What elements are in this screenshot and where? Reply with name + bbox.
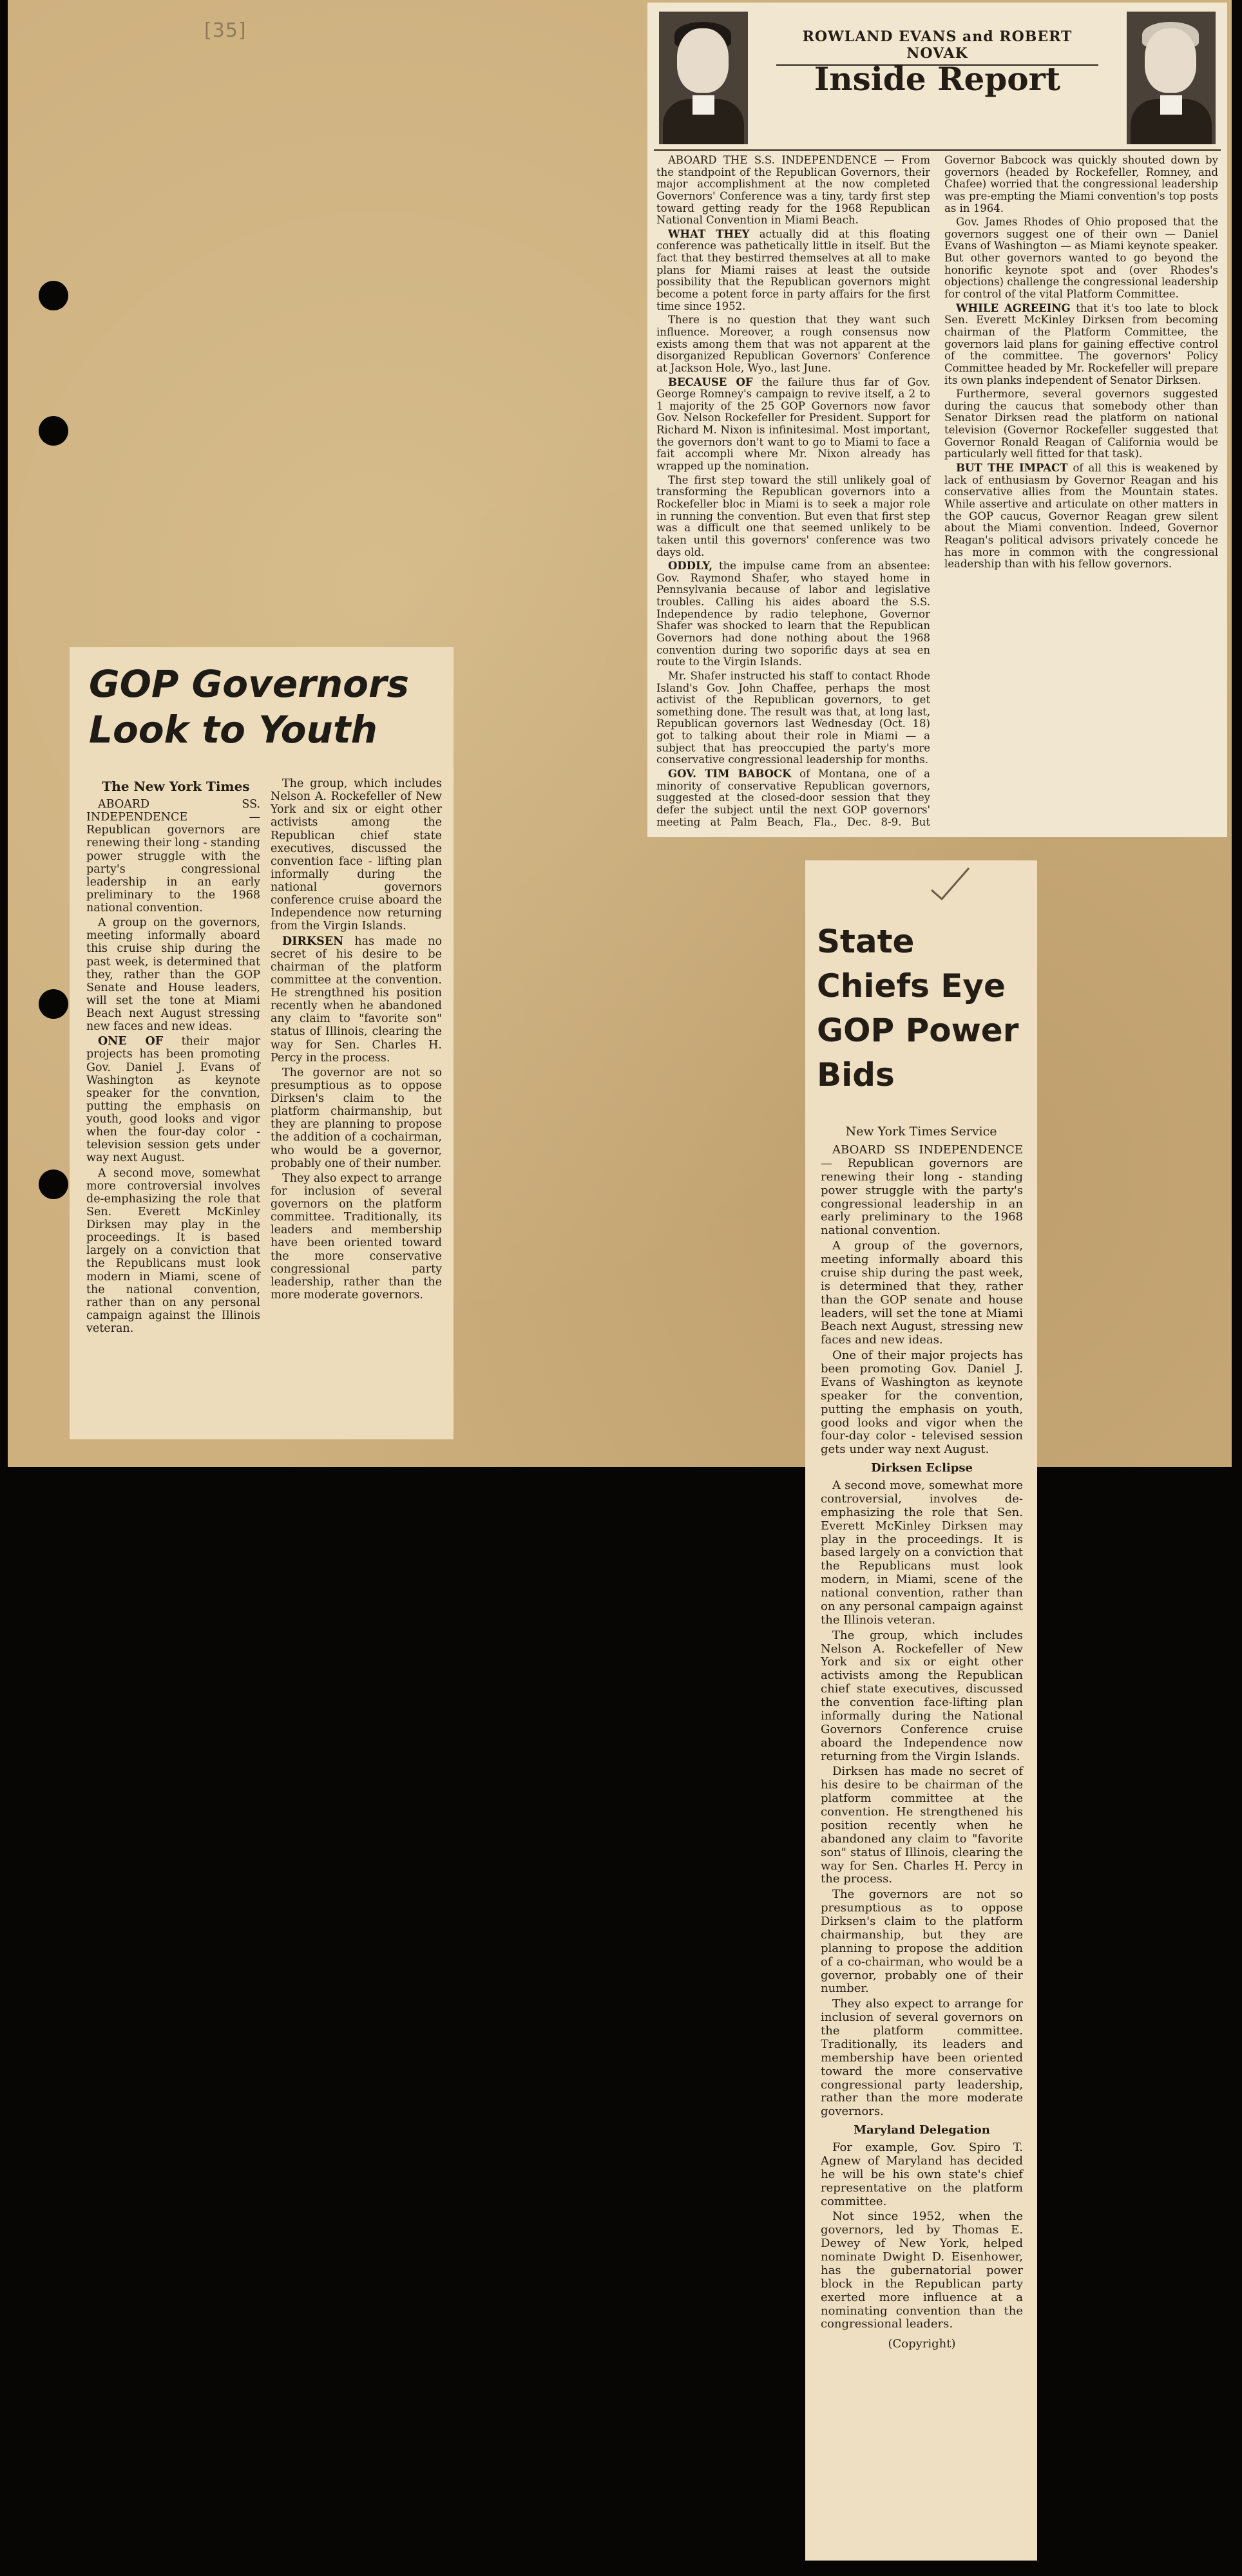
- lead-in: WHAT THEY: [668, 227, 750, 240]
- paragraph: [656, 377, 930, 473]
- columnist-photo-novak: [1127, 12, 1216, 144]
- lead-in: ONE OF: [98, 1035, 164, 1048]
- paragraph-text: ABOARD SS. INDEPENDENCE — Republican governors are renewing their long - standing power struggle with the party's congressional leadership in an early preliminary to the 1968 national convention.: [86, 798, 260, 914]
- paragraph-text: The group, which includes Nelson A. Rockefeller of New York and six or eight other activists among the Republican chief state executives, discussed the convention face - lifting plan informally during the national governors conference cruise aboard the Independence now returning from the Virgin Islands.: [271, 777, 442, 933]
- wire-source: The New York Times: [102, 779, 250, 794]
- paragraph: [271, 777, 442, 933]
- paragraph: [271, 935, 442, 1065]
- headline: State Chiefs Eye GOP Power Bids: [817, 923, 1019, 1094]
- paragraph-text: actually did at this floating conference was pathetically little in itself. But the fact that they bestirred themselves at all to make plans for Miami raises at least the outside possibility that the Republican governors might become a potent force in party affairs for the first time since 1952.: [656, 227, 931, 312]
- paragraph-text: The governor are not so presumptious as to oppose Dirksen's claim to the platform chairmanship, but they are planning to propose the addition of a cochairman, who would be a governor, probably one of their number.: [271, 1066, 442, 1170]
- paragraph-text: has made no secret of his desire to be chairman of the platform committee at the convention. He strengthned his position recently when he abandoned any claim to "favorite son" status of Illinois, clearing the way for Sen. Charles H. Percy in the process.: [271, 934, 442, 1065]
- paragraph: [656, 155, 930, 227]
- paragraph-text: A group on the governors, meeting informally aboard this cruise ship during the past week, is determined that they, rather than the GOP Senate and House leaders, will set the tone at Miami Beach next August stressing new faces and new ideas.: [86, 916, 260, 1034]
- paragraph: Dirksen has made no secret of his desire to be chairman of the platform committee at the convention. He strengthened his position recently when he abandoned any claim to "favorite son" status of Illinois, clearing the way for Sen. Charles H. Percy in the process.: [821, 1765, 1023, 1886]
- paragraph: [271, 1066, 442, 1170]
- paragraph-text: There is no question that they want such influence. Moreover, a rough consensus now exists among them that was not apparent at the disorganized Republican Governors' Conference at Jackson Hole, Wyo., last June.: [656, 314, 930, 374]
- paragraph: [86, 916, 260, 1033]
- paragraph: A group of the governors, meeting informally aboard this cruise ship during the past week, is determined that they, rather than the GOP senate and house leaders, will set the tone at Miami Beach next August, stressing new faces and new ideas.: [821, 1239, 1023, 1347]
- column-byline: ROWLAND EVANS and ROBERT NOVAK: [776, 28, 1098, 66]
- paragraph-text: of Montana, one of a minority of conservative Republican governors, suggested at the closed-door session that they defer the subject until the next GOP governors' meeting at Palm Beach, Fla., Dec. 8-9. But Governor Babcock was quickly shouted down by governors (headed by Rockefeller, Romney, and Chafee) worried that the congressional leadership was pre-empting the Miami convention's top posts as in 1964.: [656, 154, 1218, 828]
- lead-in: GOV. TIM BABOCK: [668, 768, 792, 781]
- column-body: [656, 155, 1218, 831]
- binder-hole: [39, 416, 68, 446]
- paragraph: One of their major projects has been promoting Gov. Daniel J. Evans of Washington as keynote speaker for the convention, putting the emphasis on youth, good looks and vigor when the four-day color - televised session gets under way next August.: [821, 1349, 1023, 1457]
- paragraph: A second move, somewhat more controversial, involves de-emphasizing the role that Sen. Everett McKinley Dirksen may play in the proceedings. It is based largely on a conviction that the Republicans must look modern, in Miami, scene of the national convention, rather than on any personal campaign against the Illinois veteran.: [821, 1479, 1023, 1627]
- paragraph: [656, 670, 930, 766]
- paragraph: [86, 1167, 260, 1336]
- headline: GOP Governors Look to Youth: [89, 662, 410, 752]
- paragraph: [656, 314, 930, 374]
- lead-in: BUT THE IMPACT: [956, 462, 1068, 475]
- paragraph-text: Furthermore, several governors suggested during the caucus that somebody other than Senator Dirksen read the platform on national television (Governor Rockefeller suggested that Governor Ronald Reagan of California would be particularly well fitted for that task).: [944, 388, 1218, 460]
- lead-in: ODDLY,: [668, 560, 712, 573]
- gop-governors-clipping: [70, 647, 454, 1439]
- lead-in: WHILE AGREEING: [956, 301, 1071, 314]
- paragraph-text: their major projects has been promoting Gov. Daniel J. Evans of Washington as keynote speaker for the convntion, putting the emphasis on youth, good looks and vigor when the four-day color - television session gets under way next August.: [86, 1035, 260, 1165]
- paragraph-text: Mr. Shafer instructed his staff to contact Rhode Island's Gov. John Chaffee, perhaps the most activist of the Republican governors, to get something done. The result was that, at long last, Republican governors last Wednesday (Oct. 18) got to talking about their role in Miami — a subject that has preoccupied the party's more conservative congressional leadership for months.: [656, 669, 930, 766]
- paragraph: The group, which includes Nelson A. Rockefeller of New York and six or eight other activists among the Republican chief state executives, discussed the convention face-lifting plan informally during the National Governors Conference cruise aboard the Independence now returning from the Virgin Islands.: [821, 1628, 1023, 1763]
- subhead-dirksen: Dirksen Eclipse: [871, 1461, 973, 1475]
- inside-report-clipping: [647, 3, 1227, 837]
- paragraph: Not since 1952, when the governors, led by Thomas E. Dewey of New York, helped nominate Dwight D. Eisenhower, has the gubernatorial power block in the Republican party exerted more influence at a nominating convention than the congressional leaders.: [821, 2210, 1023, 2331]
- paragraph: [944, 303, 1218, 386]
- paragraph: [944, 462, 1218, 571]
- paragraph: They also expect to arrange for inclusion of several governors on the platform committee. Traditionally, its leaders and membership have been oriented toward the more conservative congressional party leadership, rather than the more moderate governors.: [821, 1997, 1023, 2119]
- paragraph-text: the failure thus far of Gov. George Romney's campaign to revive itself, a 2 to 1 majority of the 25 GOP Governors now favor Gov. Nelson Rockefeller for President. Support for Richard M. Nixon is infinitesimal. Most important, the governors don't want to go to Miami to face a fait accompli where Mr. Nixon already has wrapped up the nomination.: [656, 375, 930, 473]
- paragraph: [944, 216, 1218, 300]
- paragraph: The governors are not so presumptious as to oppose Dirksen's claim to the platform chairmanship, but they are planning to propose the addition of a co-chairman, who would be a governor, probably one of their number.: [821, 1888, 1023, 1996]
- article-column-2: [271, 777, 442, 1303]
- paragraph-text: of all this is weakened by lack of enthusiasm by Governor Reagan and his conservative allies from the Mountain states. While assertive and articulate on other matters in the GOP caucus, Governor Reagan grew silent about the Miami convention. Indeed, Governor Reagan's political advisors privately concede he has more in common with the congressional leadership than with his fellow governors.: [944, 462, 1219, 571]
- paragraph-text: Gov. James Rhodes of Ohio proposed that the governors suggest one of their own — Daniel Evans of Washington — as Miami keynote speaker. But other governors wanted to go beyond the honorific keynote spot and (over Rhodes's objections) challenge the congressional leadership for control of the vital Platform Committee.: [944, 216, 1218, 301]
- paragraph-text: ABOARD THE S.S. INDEPENDENCE — From the standpoint of the Republican Governors, their major accomplishment at the now completed Governors' Conference was a tiny, tardy first step toward getting ready for the 1968 Republican National Convention in Miami Beach.: [656, 154, 930, 227]
- paragraph-text: the impulse came from an absentee: Gov. Raymond Shafer, who stayed home in Pennsylvania because of labor and legislative troubles. Calling his aides aboard the S.S. Independence by radio telephone, Governor Shafer was shocked to learn that the Republican Governors had done nothing about the 1968 convention during two soporific days at sea en route to the Virgin Islands.: [656, 560, 931, 668]
- column-title: Inside Report: [814, 60, 1061, 98]
- paragraph: [656, 560, 930, 668]
- binder-hole: [39, 281, 68, 310]
- article-column-1: [86, 798, 260, 1337]
- wire-source: New York Times Service: [845, 1124, 997, 1139]
- paragraph: [656, 475, 930, 558]
- header-rule: [654, 149, 1221, 151]
- paragraph-text: that it's too late to block Sen. Everett McKinley Dirksen from becoming chairman of the Platform Committee, the governors laid plans for gaining effective control of the committee. The governors' Policy Committee headed by Mr. Rockefeller will prepare its own planks independent of Senator Dirksen.: [944, 301, 1218, 386]
- paragraph-text: A second move, somewhat more controversial involves de-emphasizing the role that Sen. Everett McKinley Dirksen may play in the proceedings. It is based largely on a conviction that the Republicans must look modern in Miami, scene of the national convention, rather than on any personal campaign against the Illinois veteran.: [86, 1166, 260, 1335]
- paragraph-text: The first step toward the still unlikely goal of transforming the Republican governors into a Rockefeller bloc in Miami is to seek a major role in running the convention. But even that first step was a difficult one that seemed unlikely to be taken until this governors' conference was two days old.: [656, 473, 930, 558]
- lead-in: DIRKSEN: [282, 934, 344, 948]
- subhead-maryland: Maryland Delegation: [854, 2123, 990, 2137]
- state-chiefs-clipping: [805, 860, 1037, 2561]
- paragraph: [271, 1172, 442, 1302]
- binder-hole: [39, 989, 68, 1019]
- paragraph: [86, 798, 260, 914]
- check-mark-icon: [928, 864, 973, 903]
- paragraph: For example, Gov. Spiro T. Agnew of Maryland has decided he will be his own state's chief representative on the platform committee.: [821, 2141, 1023, 2208]
- columnist-photo-evans: [659, 12, 748, 144]
- article-body: [821, 1144, 1023, 2353]
- lead-in: BECAUSE OF: [668, 375, 753, 388]
- page-number: [35]: [204, 19, 247, 42]
- paragraph: [944, 388, 1218, 460]
- paragraph: [86, 1035, 260, 1164]
- paragraph: ABOARD SS INDEPENDENCE — Republican governors are renewing their long - standing power struggle with the party's congressional leadership in an early preliminary to the 1968 national convention.: [821, 1143, 1023, 1238]
- copyright-note: (Copyright): [888, 2337, 956, 2351]
- binder-hole: [39, 1170, 68, 1199]
- paragraph-text: They also expect to arrange for inclusion of several governors on the platform committee. Traditionally, its leaders and membership have been oriented toward the more conservative congressional party leadership, rather than the more moderate governors.: [271, 1171, 442, 1302]
- paragraph: [656, 229, 930, 312]
